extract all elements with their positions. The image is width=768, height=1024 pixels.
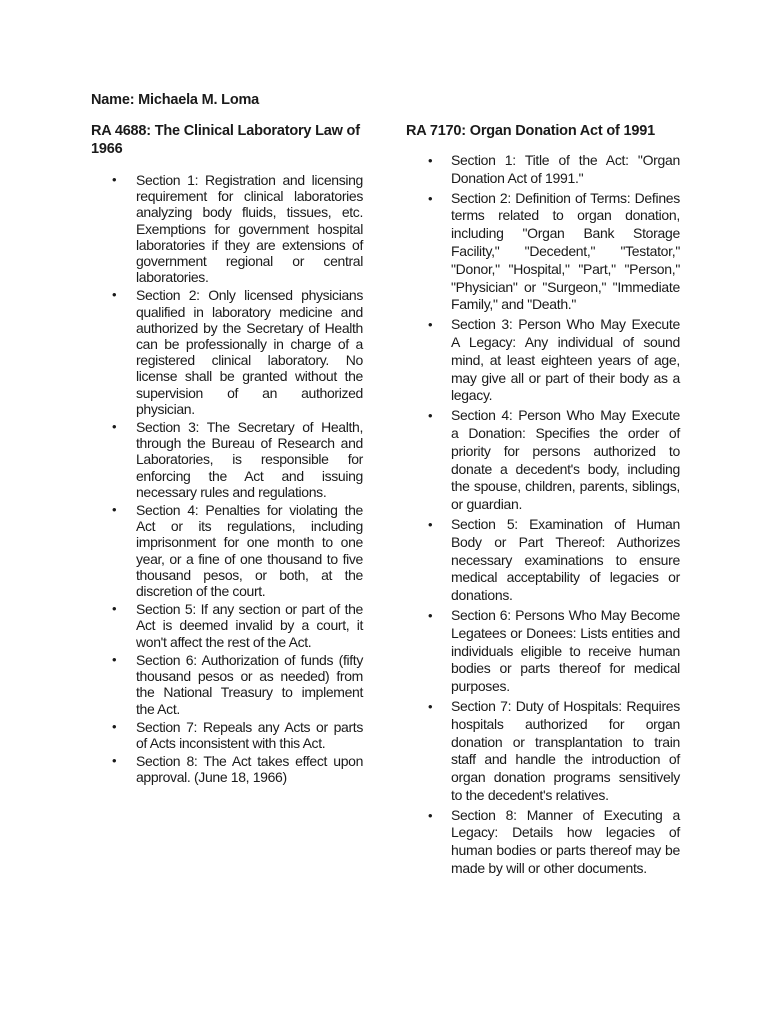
left-item-2 (91, 287, 363, 417)
left-item-text: Section 8: The Act takes effect upon approval. (June 18, 1966) (136, 753, 363, 786)
left-item-text: Section 2: Only licensed physicians qualified in laboratory medicine and authorized by the Secretary of Health can be professionally in charge of a registered clinical laboratory. No license shall be granted without the supervision of an authorized physician. (136, 287, 363, 417)
right-item-5 (406, 516, 680, 605)
right-item-8 (406, 807, 680, 878)
student-name: Name: Michaela M. Loma (91, 92, 260, 108)
bullet-icon: • (112, 718, 117, 734)
right-item-text: Section 4: Person Who May Execute a Donation: Specifies the order of priority for persons authorized to donate a decedent's body, including the spouse, children, parents, siblings, or guardian. (451, 407, 680, 513)
left-item-3 (91, 419, 363, 500)
right-item-1 (406, 152, 680, 188)
right-item-text: Section 2: Definition of Terms: Defines terms related to organ donation, including "Organ Bank Storage Facility," "Decedent," "Testator," "Donor," "Hospital," "Part," "Person," "Physician" or "Surgeon," "Immediate Family," and "Death." (451, 189, 680, 313)
left-item-text: Section 1: Registration and licensing requirement for clinical laboratories analyzing body fluids, tissues, etc. Exemptions for government hospital laboratories if they are extensions of government regional or central laboratories. (136, 172, 363, 286)
left-section-list (91, 172, 363, 786)
bullet-icon: • (112, 172, 117, 187)
right-item-6 (406, 607, 680, 696)
bullet-icon: • (112, 287, 117, 303)
left-item-4 (91, 502, 363, 599)
right-item-7 (406, 698, 680, 805)
bullet-icon: • (112, 502, 117, 518)
left-column (91, 122, 363, 788)
bullet-icon: • (428, 408, 433, 424)
bullet-icon: • (112, 601, 117, 617)
left-item-text: Section 6: Authorization of funds (fifty thousand pesos or as needed) from the National Treasury to implement the Act. (136, 651, 363, 717)
left-item-text: Section 3: The Secretary of Health, through the Bureau of Research and Laboratories, is responsible for enforcing the Act and issuing necessary rules and regulations. (136, 419, 363, 500)
bullet-icon: • (428, 153, 433, 168)
right-item-text: Section 6: Persons Who May Become Legatees or Donees: Lists entities and individuals eligible to receive human bodies or parts thereof for medical purposes. (451, 606, 680, 695)
left-item-text: Section 7: Repeals any Acts or parts of Acts inconsistent with this Act. (136, 718, 363, 751)
left-item-text: Section 4: Penalties for violating the Act or its regulations, including imprisonment for one month to one year, or a fine of one thousand to five thousand pesos, or both, at the discretion of the court. (136, 502, 363, 600)
left-item-8 (91, 753, 363, 785)
right-item-text: Section 1: Title of the Act: "Organ Donation Act of 1991." (451, 152, 680, 186)
bullet-icon: • (112, 753, 117, 769)
left-heading: RA 4688: The Clinical Laboratory Law of 1966 (91, 123, 360, 157)
bullet-icon: • (428, 516, 433, 532)
bullet-icon: • (112, 651, 117, 667)
right-item-text: Section 7: Duty of Hospitals: Requires hospitals authorized for organ donation or transplantation to train staff and handle the introduction of organ donation programs sensitively to the decedent's relatives. (451, 697, 680, 803)
bullet-icon: • (112, 419, 117, 435)
right-item-3 (406, 316, 680, 405)
bullet-icon: • (428, 807, 433, 823)
right-section-list (406, 152, 680, 878)
bullet-icon: • (428, 190, 433, 206)
bullet-icon: • (428, 607, 433, 623)
right-item-4 (406, 407, 680, 514)
right-item-text: Section 8: Manner of Executing a Legacy: Details how legacies of human bodies or parts thereof may be made by will or other documents. (451, 806, 680, 877)
right-item-text: Section 3: Person Who May Execute A Legacy: Any individual of sound mind, at least eighteen years of age, may give all or part of their body as a legacy. (451, 316, 680, 404)
bullet-icon: • (428, 698, 433, 714)
left-item-7 (91, 719, 363, 751)
left-item-1 (91, 172, 363, 285)
left-item-6 (91, 652, 363, 717)
right-item-text: Section 5: Examination of Human Body or Part Thereof: Authorizes necessary examinations to ensure medical acceptability of legacies or donations. (451, 515, 680, 604)
right-column (406, 122, 680, 880)
bullet-icon: • (428, 317, 433, 333)
left-item-5 (91, 601, 363, 650)
right-item-2 (406, 190, 680, 315)
right-heading: RA 7170: Organ Donation Act of 1991 (406, 123, 655, 139)
left-item-text: Section 5: If any section or part of the Act is deemed invalid by a court, it won't affect the rest of the Act. (136, 601, 363, 650)
